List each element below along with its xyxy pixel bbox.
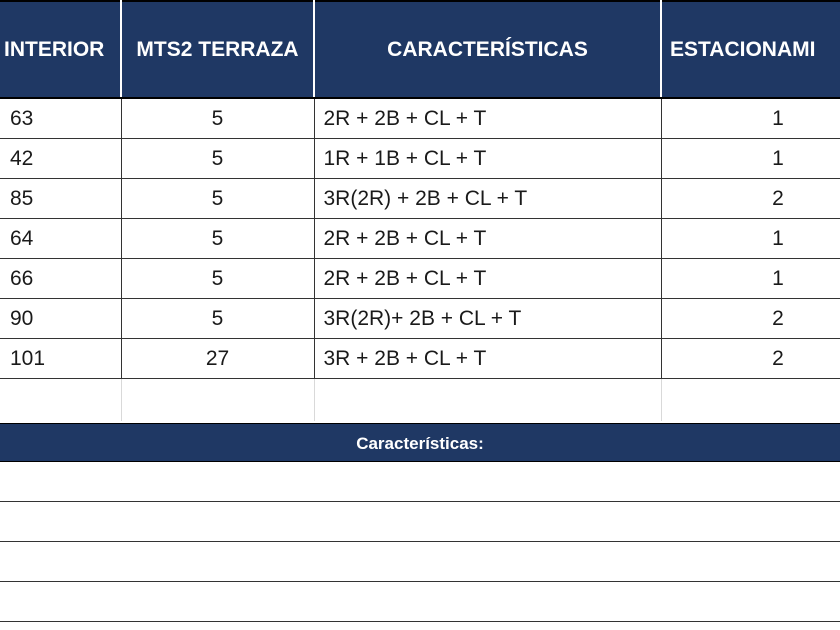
cell-estacionamientos-value: 2 bbox=[772, 186, 784, 210]
note-line[interactable] bbox=[0, 542, 840, 582]
cell-interior[interactable]: 90 bbox=[0, 299, 121, 339]
note-line[interactable] bbox=[0, 462, 840, 502]
table-row bbox=[0, 139, 840, 179]
cell-interior[interactable]: 42 bbox=[0, 139, 121, 179]
section-caracteristicas-header[interactable]: Características: bbox=[0, 423, 840, 462]
table-row bbox=[0, 299, 840, 339]
cell-estacionamientos-value: 1 bbox=[772, 106, 784, 130]
cell-estacionamientos[interactable] bbox=[661, 139, 840, 179]
cell-terraza[interactable]: 5 bbox=[121, 259, 314, 299]
cell-estacionamientos[interactable] bbox=[661, 259, 840, 299]
cell-estacionamientos-value: 1 bbox=[772, 226, 784, 250]
empty-row bbox=[0, 379, 840, 422]
notes-area bbox=[0, 462, 840, 622]
cell-caracteristicas[interactable]: 2R + 2B + CL + T bbox=[314, 98, 661, 139]
cell-estacionamientos[interactable] bbox=[661, 219, 840, 259]
cell-caracteristicas[interactable]: 2R + 2B + CL + T bbox=[314, 219, 661, 259]
cell-terraza[interactable]: 5 bbox=[121, 179, 314, 219]
note-line[interactable] bbox=[0, 582, 840, 622]
cell-empty[interactable] bbox=[314, 379, 661, 422]
cell-caracteristicas[interactable]: 3R(2R)+ 2B + CL + T bbox=[314, 299, 661, 339]
cell-estacionamientos-value: 1 bbox=[772, 266, 784, 290]
table-row bbox=[0, 179, 840, 219]
cell-terraza[interactable]: 5 bbox=[121, 299, 314, 339]
cell-interior[interactable]: 63 bbox=[0, 98, 121, 139]
table-row bbox=[0, 219, 840, 259]
cell-interior[interactable]: 64 bbox=[0, 219, 121, 259]
cell-estacionamientos-value: 1 bbox=[772, 146, 784, 170]
cell-interior[interactable]: 66 bbox=[0, 259, 121, 299]
table-row bbox=[0, 339, 840, 379]
cell-terraza[interactable]: 5 bbox=[121, 219, 314, 259]
header-interior[interactable]: INTERIOR bbox=[0, 1, 121, 98]
header-estacionamientos[interactable]: ESTACIONAMI bbox=[661, 1, 840, 98]
cell-empty[interactable] bbox=[121, 379, 314, 422]
cell-caracteristicas[interactable]: 3R + 2B + CL + T bbox=[314, 339, 661, 379]
cell-terraza[interactable]: 5 bbox=[121, 98, 314, 139]
note-line[interactable] bbox=[0, 502, 840, 542]
cell-estacionamientos[interactable] bbox=[661, 339, 840, 379]
cell-estacionamientos[interactable] bbox=[661, 98, 840, 139]
header-caracteristicas[interactable]: CARACTERÍSTICAS bbox=[314, 1, 661, 98]
cell-terraza[interactable]: 5 bbox=[121, 139, 314, 179]
table-row bbox=[0, 259, 840, 299]
cell-interior[interactable]: 85 bbox=[0, 179, 121, 219]
cell-terraza[interactable]: 27 bbox=[121, 339, 314, 379]
cell-empty[interactable] bbox=[0, 379, 121, 422]
header-row bbox=[0, 1, 840, 98]
cell-caracteristicas[interactable]: 1R + 1B + CL + T bbox=[314, 139, 661, 179]
header-terraza[interactable]: MTS2 TERRAZA bbox=[121, 1, 314, 98]
cell-caracteristicas[interactable]: 3R(2R) + 2B + CL + T bbox=[314, 179, 661, 219]
cell-estacionamientos-value: 2 bbox=[772, 306, 784, 330]
cell-estacionamientos-value: 2 bbox=[772, 346, 784, 370]
table-row bbox=[0, 98, 840, 139]
cell-estacionamientos[interactable] bbox=[661, 299, 840, 339]
cell-interior[interactable]: 101 bbox=[0, 339, 121, 379]
cell-empty[interactable] bbox=[661, 379, 840, 422]
cell-caracteristicas[interactable]: 2R + 2B + CL + T bbox=[314, 259, 661, 299]
cell-estacionamientos[interactable] bbox=[661, 179, 840, 219]
